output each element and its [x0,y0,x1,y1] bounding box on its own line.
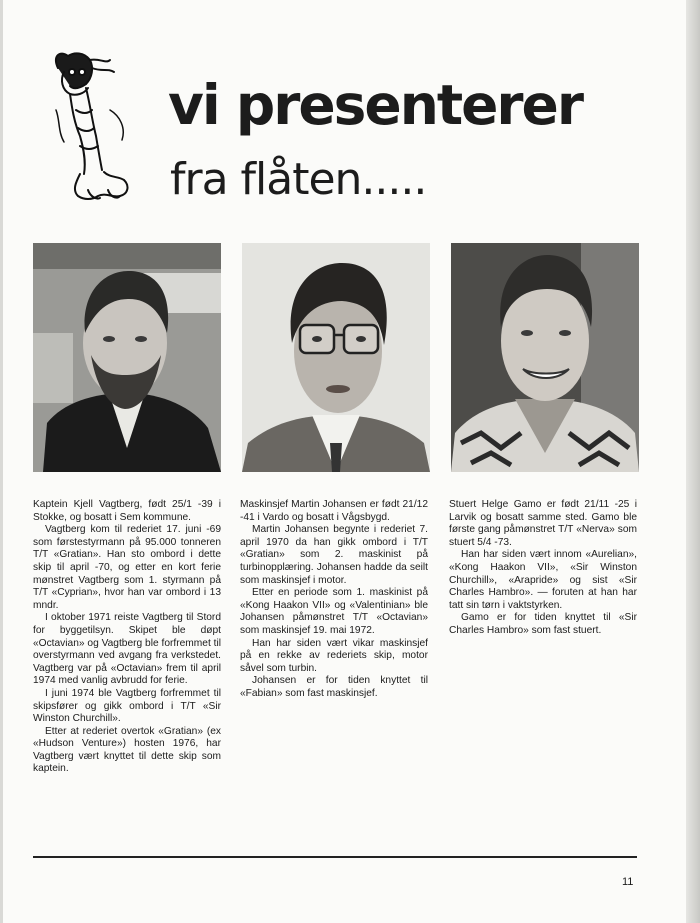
paragraph: Han har siden vært innom «Aurelian», «Kong Haakon VII», «Sir Winston Churchill», «Arapride» og sist «Sir Charles Hambro». — foruten at han har tatt sin tørn i vaktstyrken. [449,549,637,611]
text-column-vagtberg [33,499,221,776]
footer-divider [33,856,637,858]
cartoon-mascot-icon [50,50,140,210]
paragraph: Han har siden vært vikar maskinsjef på en rekke av rederiets skip, motor såvel som turbin. [240,637,428,674]
page-right-edge [686,0,700,923]
paragraph: Etter at rederiet overtok «Gratian» (ex «Hudson Venture») hosten 1976, har Vagtberg vært knyttet til dette skip som kaptein. [33,725,221,775]
text-column-gamo [449,499,637,638]
page-number: 11 [622,876,634,888]
portrait-photo-gamo [451,243,639,472]
page-left-edge [0,0,3,923]
paragraph: Kaptein Kjell Vagtberg, født 25/1 -39 i Stokke, og bosatt i Sem kommune. [33,499,221,523]
portrait-photo-johansen [242,243,430,472]
portrait-bearded-man-icon [33,243,221,472]
paragraph: Gamo er for tiden knyttet til «Sir Charles Hambro» som fast stuert. [449,612,637,636]
paragraph: Maskinsjef Martin Johansen er født 21/12 -41 i Vardo og bosatt i Vågsbygd. [240,499,428,523]
paragraph: Vagtberg kom til rederiet 17. juni -69 som førstestyrmann på 95.000 tonneren T/T «Gratian». Han sto ombord i dette skip til april -70, og etter en kort ferie mønstret Vagtberg som 1. styrmann på T/T «Cyprian», hvor han var ombord i 13 mndr. [33,524,221,611]
paragraph: Etter en periode som 1. maskinist på «Kong Haakon VII» og «Valentinian» ble Johansen påmønstret T/T «Octavian» som maskinsjef 19. mai 1972. [240,587,428,636]
page-title: vi presenterer [168,73,582,137]
text-column-johansen [240,499,428,701]
paragraph: Johansen er for tiden knyttet til «Fabian» som fast maskinsjef. [240,675,428,699]
portrait-man-with-glasses-icon [242,243,430,472]
page-subtitle: fra flåten..... [170,154,427,205]
paragraph: I juni 1974 ble Vagtberg forfremmet til skipsfører og gikk ombord i T/T «Sir Winston Churchill». [33,687,221,725]
paragraph: Martin Johansen begynte i rederiet 7. april 1970 da han gikk ombord i T/T «Gratian» som 2. maskinist på turbinopplæring. Johansen hadde da seilt som maskinsjef i motor. [240,524,428,586]
paragraph: I oktober 1971 reiste Vagtberg til Stord for byggetilsyn. Skipet ble døpt «Octavian» og Vagtberg ble forfremmet til overstyrmann ved avgang fra verkstedet. Vagtberg var på «Octavian» frem til april 1974 med vanlig avbrudd for ferie. [33,612,221,687]
paragraph: Stuert Helge Gamo er født 21/11 -25 i Larvik og bosatt samme sted. Gamo ble første gang påmønstret T/T «Nerva» som stuert 5/4 -73. [449,499,637,548]
portrait-photo-vagtberg [33,243,221,472]
portrait-smiling-man-in-sweater-icon [451,243,639,472]
